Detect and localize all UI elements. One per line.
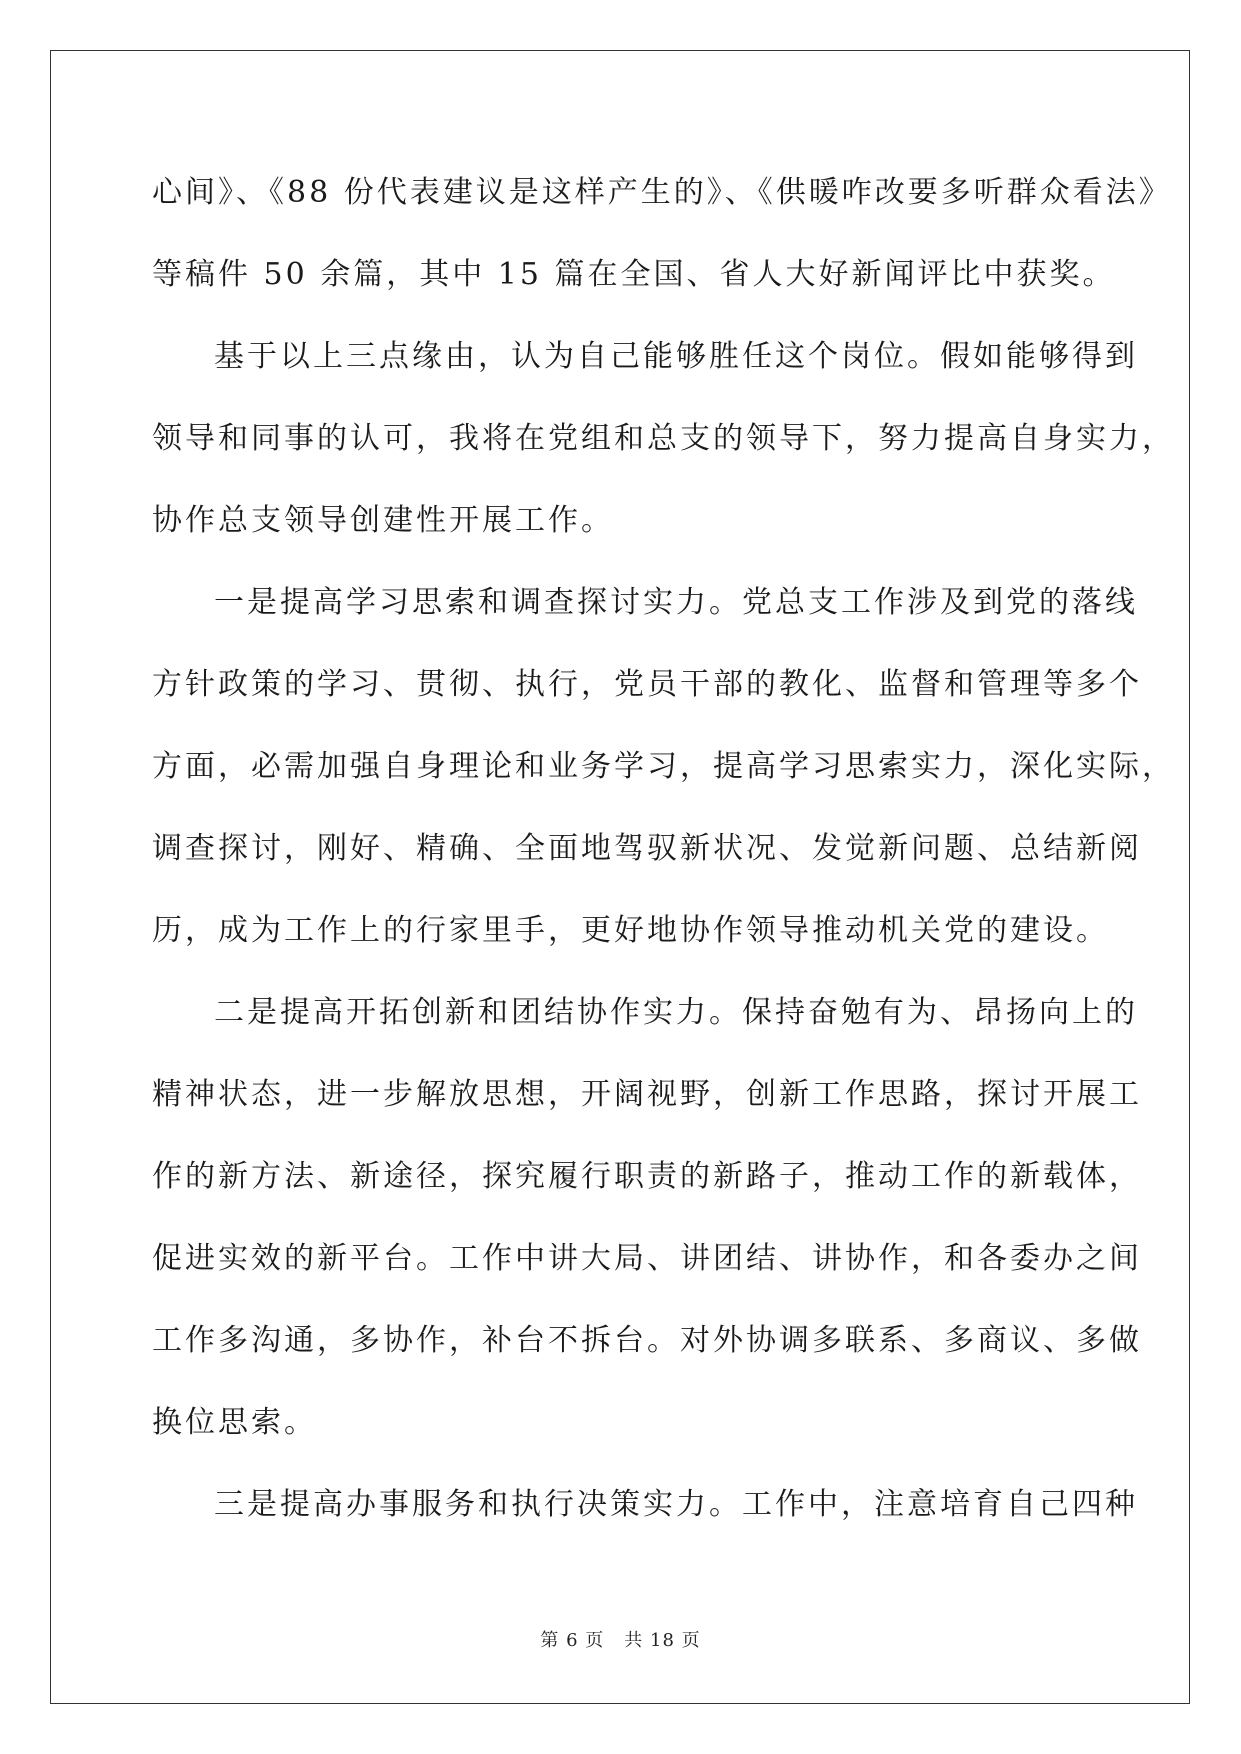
page-number: 第 6 页 <box>540 1630 605 1651</box>
text-line: 换位思索。 <box>152 1405 317 1440</box>
text-line: 作的新方法、新途径，探究履行职责的新路子，推动工作的新载体， <box>152 1159 1142 1194</box>
text-line: 调查探讨，刚好、精确、全面地驾驭新状况、发觉新问题、总结新阅 <box>152 831 1142 866</box>
text-line: 促进实效的新平台。工作中讲大局、讲团结、讲协作，和各委办之间 <box>152 1241 1142 1276</box>
paragraph-first-line: 二是提高开拓创新和团结协作实力。保持奋勉有为、昂扬向上的 <box>214 995 1138 1030</box>
text-line: 方针政策的学习、贯彻、执行，党员干部的教化、监督和管理等多个 <box>152 667 1142 702</box>
text-line: 心间》、《88 份代表建议是这样产生的》、《供暖咋改要多听群众看法》 <box>152 175 1172 210</box>
total-pages: 共 18 页 <box>624 1630 701 1651</box>
text-line: 精神状态，进一步解放思想，开阔视野，创新工作思路，探讨开展工 <box>152 1077 1142 1112</box>
paragraph-first-line: 基于以上三点缘由，认为自己能够胜任这个岗位。假如能够得到 <box>214 339 1138 374</box>
text-line: 等稿件 50 余篇，其中 15 篇在全国、省人大好新闻评比中获奖。 <box>152 257 1116 292</box>
text-line: 领导和同事的认可，我将在党组和总支的领导下，努力提高自身实力， <box>152 421 1175 456</box>
text-line: 历，成为工作上的行家里手，更好地协作领导推动机关党的建设。 <box>152 913 1109 948</box>
paragraph-first-line: 三是提高办事服务和执行决策实力。工作中，注意培育自己四种 <box>214 1487 1138 1522</box>
paragraph-first-line: 一是提高学习思索和调查探讨实力。党总支工作涉及到党的落线 <box>214 585 1138 620</box>
text-line: 协作总支领导创建性开展工作。 <box>152 503 614 538</box>
page-footer <box>0 1626 1241 1652</box>
text-line: 方面，必需加强自身理论和业务学习，提高学习思索实力，深化实际， <box>152 749 1175 784</box>
text-line: 工作多沟通，多协作，补台不拆台。对外协调多联系、多商议、多做 <box>152 1323 1142 1358</box>
document-body <box>152 165 1175 1559</box>
